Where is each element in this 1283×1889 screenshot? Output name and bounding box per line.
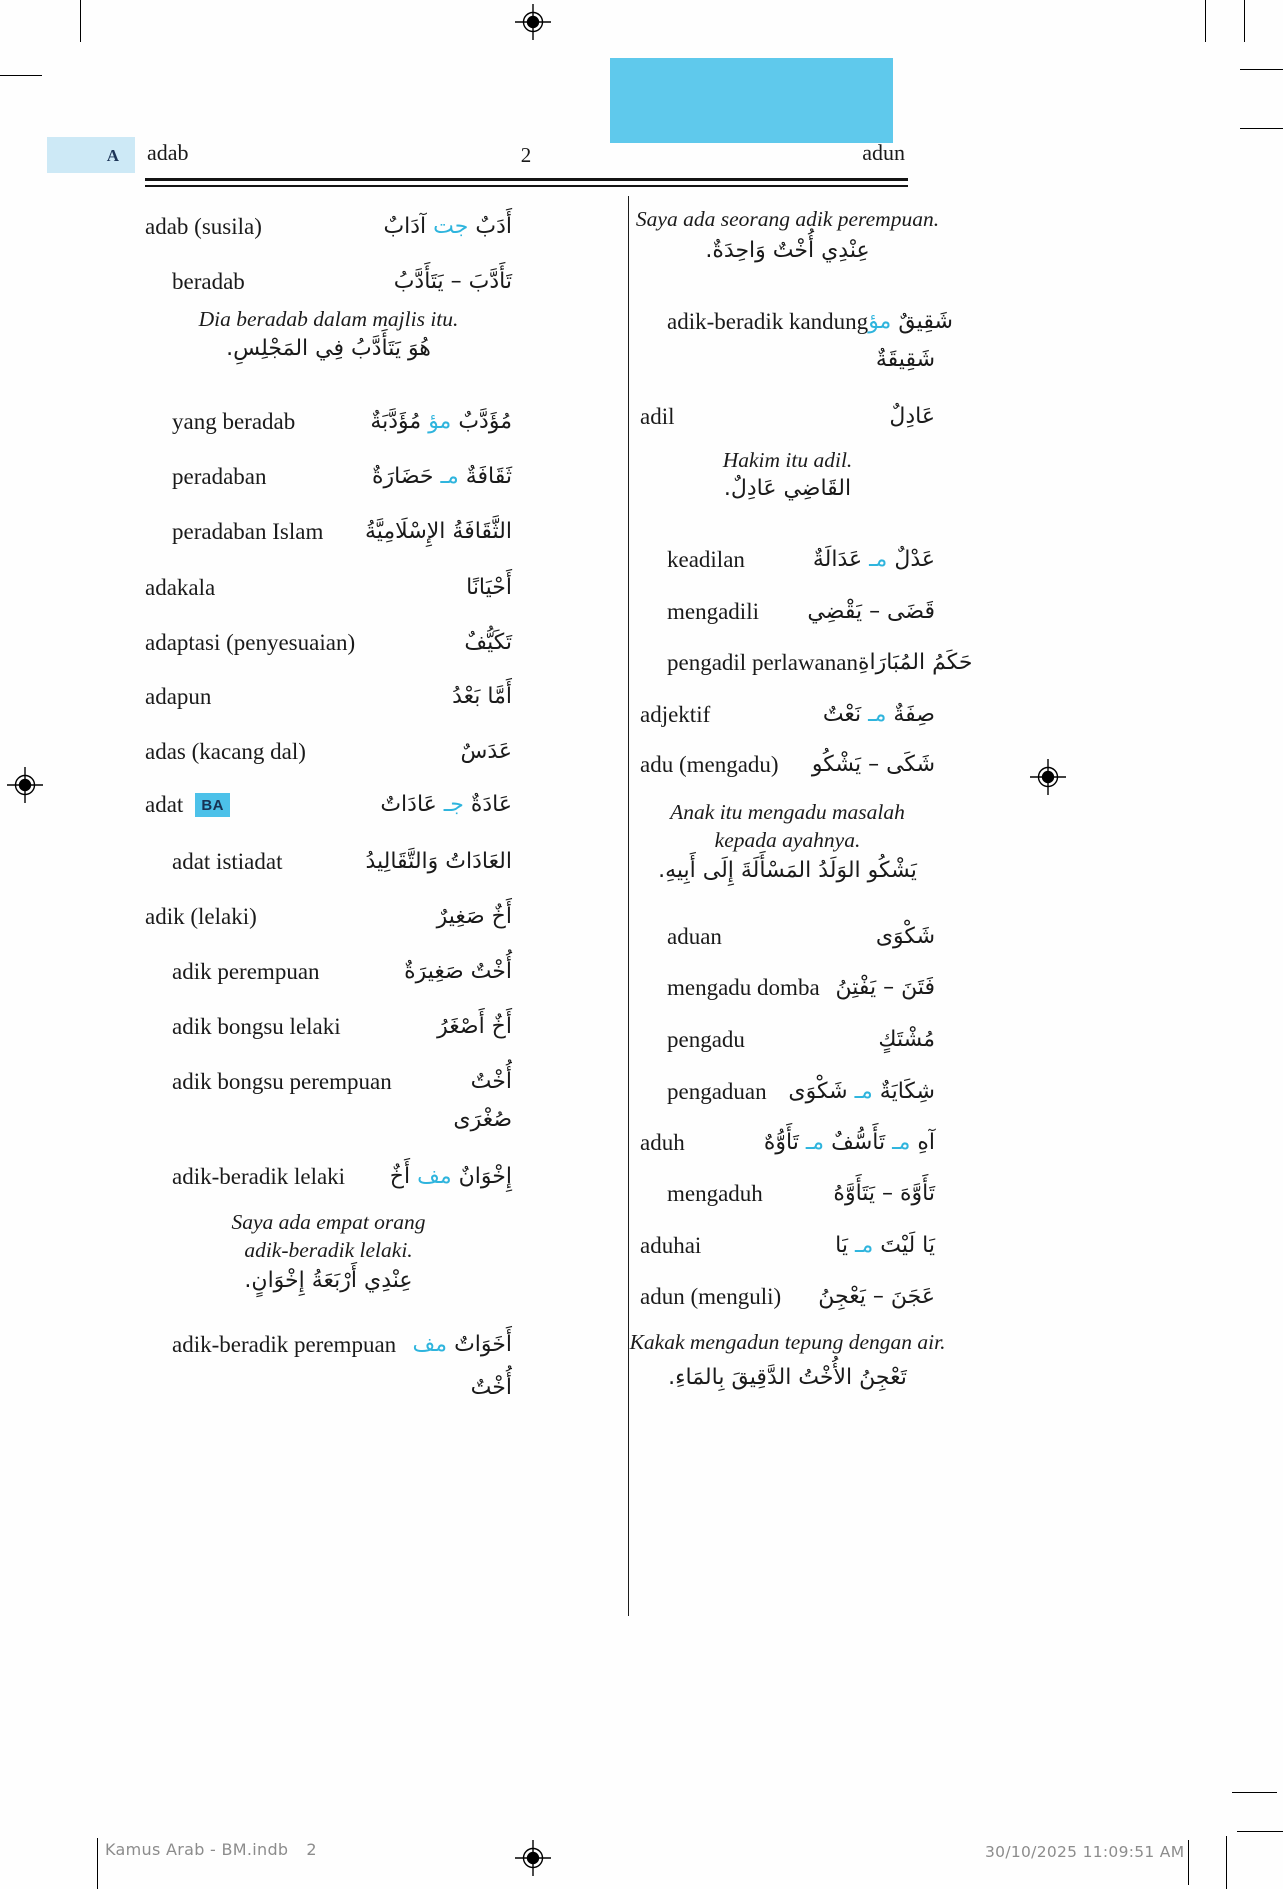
arabic-translation: تَأَوَّهَ – يَتَأَوَّهُ: [833, 1181, 935, 1206]
registration-mark-icon: [1030, 759, 1066, 795]
example-line-malay: [640, 828, 935, 853]
entry-adik-bongsu-lelaki: [145, 1005, 512, 1049]
arabic-translation: صِفَةٌ مـ نَعْتٌ: [822, 702, 935, 727]
letter-tab: A: [47, 137, 135, 173]
registration-mark-icon: [7, 767, 43, 803]
arabic-continuation: [145, 1368, 512, 1408]
arabic-translation: عَجَنَ – يَعْجِنُ: [818, 1284, 935, 1309]
malay-term: peradaban Islam: [172, 519, 324, 544]
header-rule: [145, 185, 908, 187]
entry-mengaduh: [640, 1172, 935, 1216]
malay-term: mengaduh: [667, 1181, 763, 1206]
entry-adil: [640, 395, 935, 439]
malay-term: adik-beradik lelaki: [172, 1164, 346, 1189]
arabic-translation: عَادِلٌ: [889, 404, 935, 429]
footer-timestamp: 30/10/2025 11:09:51 AM: [985, 1843, 1185, 1861]
arabic-translation: إِخْوَانٌ مف أَخٌ: [389, 1164, 512, 1189]
example-text: يَشْكُو الوَلَدُ المَسْأَلَةَ إِلَى أَبِيهِ.: [658, 858, 917, 883]
example-text: Anak itu mengadu masalah: [670, 800, 905, 824]
malay-term: beradab: [172, 269, 245, 294]
example-text: Saya ada empat orang: [231, 1210, 426, 1234]
malay-term: adakala: [145, 575, 216, 600]
malay-term: adik perempuan: [172, 959, 320, 984]
crop-mark: [1244, 0, 1245, 42]
malay-term: aduhai: [640, 1233, 702, 1258]
malay-term: yang beradab: [172, 409, 296, 434]
crop-mark: [1240, 69, 1283, 70]
arabic-translation: أَحْيَانًا: [466, 575, 512, 600]
arabic-translation: أُخْتٌ: [470, 1069, 512, 1094]
guide-word-left: adab: [147, 140, 189, 165]
entry-peradaban-islam: [145, 510, 512, 554]
entry-peradaban: [145, 455, 512, 499]
arabic-translation: مُشْتَكٍ: [878, 1027, 935, 1052]
malay-term-group: [145, 783, 230, 827]
arabic-translation: يَا لَيْتَ مـ يَا: [835, 1233, 935, 1258]
registration-mark-icon: [515, 4, 551, 40]
malay-term: adapun: [145, 684, 212, 709]
arabic-translation: فَتَنَ – يَفْتِنُ: [835, 975, 935, 1000]
malay-term: adaptasi (penyesuaian): [145, 630, 356, 655]
arabic-translation: قَضَى – يَقْضِي: [807, 599, 935, 624]
malay-term: mengadili: [667, 599, 759, 624]
malay-term: mengadu domba: [667, 975, 820, 1000]
malay-term: adat istiadat: [172, 849, 283, 874]
example-text: Saya ada seorang adik perempuan.: [635, 207, 940, 231]
arabic-translation: أَخٌ أَصْغَرُ: [437, 1014, 512, 1039]
malay-term: aduan: [667, 924, 722, 949]
arabic-translation: آهِ مـ تَأَسُّفٌ مـ تَأَوُّهٌ: [763, 1130, 935, 1155]
crop-mark: [0, 75, 42, 76]
entry-adab: [145, 205, 512, 249]
footer-filename: [105, 1840, 317, 1859]
crop-mark: [97, 1838, 98, 1889]
example-line-arabic: [145, 1268, 512, 1293]
example-text: هُوَ يَتَأَدَّبُ فِي المَجْلِسِ.: [226, 336, 431, 361]
entry-aduh: [640, 1121, 935, 1165]
crop-mark: [1226, 1836, 1227, 1889]
malay-term: aduh: [640, 1130, 685, 1155]
malay-term: keadilan: [667, 547, 745, 572]
entry-adas: [145, 730, 512, 774]
entry-pengaduan: [640, 1070, 935, 1114]
example-line-malay: [145, 307, 512, 332]
column-divider: [628, 196, 629, 1616]
example-text: عِنْدِي أُخْتٌ وَاحِدَةٌ.: [705, 238, 870, 263]
arabic-continuation: [640, 340, 935, 380]
arabic-translation: عَدَسٌ: [460, 739, 512, 764]
entry-aduhai: [640, 1224, 935, 1268]
malay-term: adat: [145, 792, 184, 817]
example-line-arabic: [640, 476, 935, 501]
arabic-translation: أَدَبٌ جت آدَابٌ: [383, 214, 512, 239]
entry-adik-beradik-perempuan: [145, 1323, 512, 1367]
entry-adapun: [145, 675, 512, 719]
entry-adik-bongsu-perempuan: [145, 1060, 512, 1104]
malay-term: adas (kacang dal): [145, 739, 306, 764]
malay-term: pengadil perlawanan: [667, 650, 858, 675]
entry-adun: [640, 1275, 935, 1319]
entry-beradab: [145, 260, 512, 304]
ba-badge: BA: [195, 793, 230, 817]
example-line-arabic: [640, 1365, 935, 1390]
example-line-malay: [635, 207, 940, 232]
arabic-translation: العَادَاتُ وَالتَّقَالِيدُ: [365, 849, 512, 874]
entry-adik-lelaki: [145, 895, 512, 939]
arabic-translation: أُخْتٌ صَغِيرَةٌ: [404, 959, 512, 984]
crop-mark: [1237, 1831, 1283, 1832]
malay-term: pengadu: [667, 1027, 745, 1052]
entry-adu: [640, 743, 935, 787]
example-text: adik-beradik lelaki.: [244, 1238, 413, 1262]
arabic-translation: تَكَيُّفٌ: [464, 630, 512, 655]
page-number: 2: [520, 143, 532, 167]
arabic-translation: عَادَةٌ جـ عَادَاتٌ: [380, 792, 512, 817]
section-banner: [610, 58, 893, 143]
malay-term: adjektif: [640, 702, 711, 727]
crop-mark: [1232, 1792, 1277, 1793]
example-line-arabic: [640, 238, 935, 263]
arabic-translation: أَخٌ صَغِيرٌ: [436, 904, 512, 929]
entry-keadilan: [640, 538, 935, 582]
entry-pengadu: [640, 1018, 935, 1062]
malay-term: adil: [640, 404, 675, 429]
malay-term: pengaduan: [667, 1079, 767, 1104]
arabic-translation: حَكَمُ المُبَارَاةِ: [857, 650, 973, 675]
arabic-translation: الثَّقَافَةُ الإِسْلَامِيَّةُ: [364, 519, 512, 544]
example-text: Dia beradab dalam majlis itu.: [198, 307, 459, 331]
registration-mark-icon: [515, 1840, 551, 1876]
example-line-malay: [640, 800, 935, 825]
entry-adaptasi: [145, 621, 512, 665]
arabic-translation: شَكَى – يَشْكُو: [811, 752, 935, 777]
arabic-translation: أَخَوَاتٌ مف: [412, 1332, 512, 1357]
guide-word-right: adun: [862, 140, 905, 165]
entry-adat-istiadat: [145, 840, 512, 884]
malay-term: adik bongsu perempuan: [172, 1069, 392, 1094]
arabic-translation: عَدْلٌ مـ عَدَالَةٌ: [812, 547, 935, 572]
entry-adjektif: [640, 693, 935, 737]
arabic-translation: شَكْوَى: [875, 924, 935, 949]
example-text: Kakak mengadun tepung dengan air.: [629, 1330, 946, 1354]
arabic-continuation: [145, 1100, 512, 1140]
crop-mark: [1188, 1840, 1189, 1885]
arabic-translation: ثَقَافَةٌ مـ حَضَارَةٌ: [371, 464, 512, 489]
example-line-malay: [629, 1330, 946, 1355]
entry-mengadili: [640, 590, 935, 634]
example-line-arabic: [145, 336, 512, 361]
crop-mark: [1205, 0, 1206, 42]
entry-adakala: [145, 566, 512, 610]
example-line-arabic: [640, 858, 935, 883]
arabic-translation: شَقِيقَةٌ: [875, 347, 935, 372]
malay-term: adab (susila): [145, 214, 262, 239]
arabic-translation: مُؤَدَّبٌ مؤ مُؤَدَّبَةٌ: [370, 409, 512, 434]
arabic-translation: أَمَّا بَعْدُ: [452, 684, 512, 709]
entry-mengadu-domba: [640, 966, 935, 1010]
entry-adik-beradik-kandung: [640, 300, 953, 344]
arabic-translation: شَقِيقٌ مؤ: [868, 309, 953, 334]
header-rule: [145, 178, 908, 181]
arabic-translation: تَأَدَّبَ – يَتَأَدَّبُ: [393, 269, 512, 294]
example-text: تَعْجِنُ الأُخْتُ الدَّقِيقَ بِالمَاءِ.: [668, 1365, 907, 1390]
malay-term: adu (mengadu): [640, 752, 779, 777]
entry-pengadil-perlawanan: [640, 641, 973, 685]
arabic-translation: شِكَايَةٌ مـ شَكْوَى: [788, 1079, 935, 1104]
arabic-translation: صُغْرَى: [453, 1107, 512, 1132]
entry-adik-perempuan: [145, 950, 512, 994]
entry-adik-beradik-lelaki: [145, 1155, 512, 1199]
example-line-malay: [145, 1210, 512, 1235]
arabic-translation: أُخْتٌ: [470, 1375, 512, 1400]
example-line-malay: [640, 448, 935, 473]
footer-file-label: Kamus Arab - BM.indb: [105, 1840, 289, 1859]
example-text: عِنْدِي أَرْبَعَةُ إِخْوَانٍ.: [244, 1268, 413, 1293]
footer-page-ref: 2: [306, 1840, 317, 1859]
malay-term: adik (lelaki): [145, 904, 257, 929]
example-text: kepada ayahnya.: [714, 828, 861, 852]
entry-aduan: [640, 915, 935, 959]
entry-adat: [145, 783, 512, 827]
malay-term: adun (menguli): [640, 1284, 782, 1309]
entry-yang-beradab: [145, 400, 512, 444]
example-text: Hakim itu adil.: [722, 448, 853, 472]
malay-term: adik-beradik kandung: [667, 309, 869, 334]
crop-mark: [1240, 128, 1283, 129]
malay-term: adik bongsu lelaki: [172, 1014, 341, 1039]
malay-term: peradaban: [172, 464, 267, 489]
malay-term: adik-beradik perempuan: [172, 1332, 397, 1357]
example-text: القَاضِي عَادِلٌ.: [723, 476, 852, 501]
crop-mark: [80, 0, 81, 42]
example-line-malay: [145, 1238, 512, 1263]
